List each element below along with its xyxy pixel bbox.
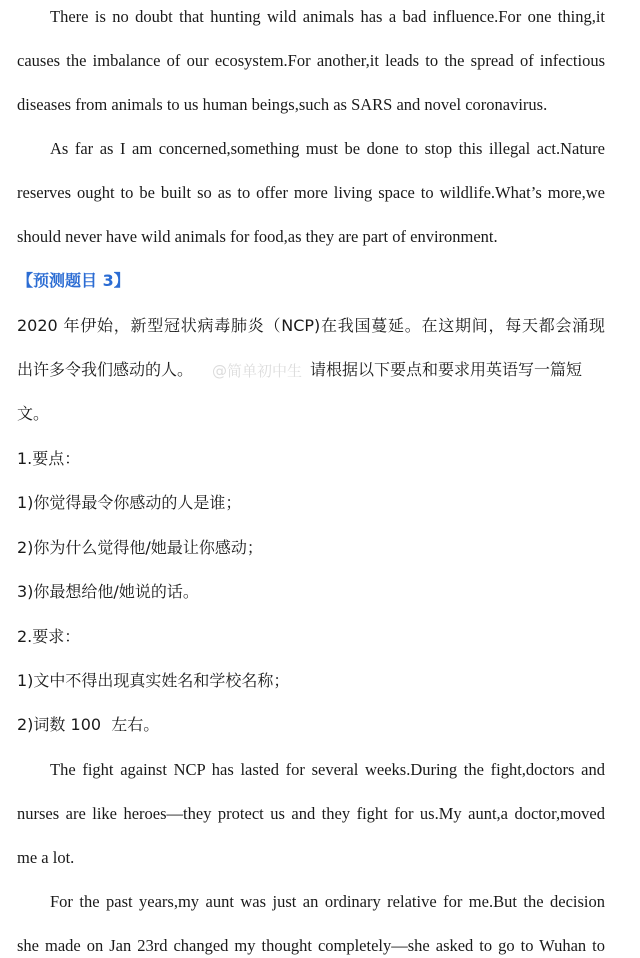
section-heading: 【预测题目 3】 xyxy=(17,271,130,290)
watermark: @简单初中生 xyxy=(212,362,303,380)
essay-paragraph-2-line-1: For the past years,my aunt was just an ordinary relative for me.But the decision xyxy=(50,892,605,911)
paragraph-1-line-3: diseases from animals to us human beings,such as SARS and novel coronavirus. xyxy=(17,95,548,114)
prompt-line-3: 文。 xyxy=(17,404,50,423)
points-item-1: 1)你觉得最令你感动的人是谁； xyxy=(17,493,242,512)
paragraph-1-line-2: causes the imbalance of our ecosystem.For another,it leads to the spread of infectious xyxy=(17,51,605,70)
requirements-item-2: 2)词数 100 左右。 xyxy=(17,715,160,734)
paragraph-1-line-1: There is no doubt that hunting wild animals has a bad influence.For one thing,it xyxy=(50,7,605,26)
essay-paragraph-1-line-3: me a lot. xyxy=(17,848,75,867)
points-title: 1.要点： xyxy=(17,449,81,468)
points-item-2: 2)你为什么觉得他/她最让你感动； xyxy=(17,538,263,557)
paragraph-2-line-3: should never have wild animals for food,as they are part of environment. xyxy=(17,227,498,246)
essay-paragraph-1-line-2: nurses are like heroes—they protect us and they fight for us.My aunt,a doctor,moved xyxy=(17,804,605,823)
prompt-line-1: 2020 年伊始，新型冠状病毒肺炎（NCP)在我国蔓延。在这期间，每天都会涌现 xyxy=(17,316,605,335)
paragraph-2-line-2: reserves ought to be built so as to offer more living space to wildlife.What’s more,we xyxy=(17,183,605,202)
requirements-item-1: 1)文中不得出现真实姓名和学校名称； xyxy=(17,671,290,690)
points-item-3: 3)你最想给他/她说的话。 xyxy=(17,582,199,601)
requirements-title: 2.要求： xyxy=(17,627,81,646)
paragraph-2-line-1: As far as I am concerned,something must be done to stop this illegal act.Nature xyxy=(50,139,605,158)
essay-paragraph-2-line-2: she made on Jan 23rd changed my thought completely—she asked to go to Wuhan to xyxy=(17,936,605,955)
prompt-line-2b: 请根据以下要点和要求用英语写一篇短 xyxy=(310,360,583,379)
essay-paragraph-1-line-1: The fight against NCP has lasted for several weeks.During the fight,doctors and xyxy=(50,760,605,779)
prompt-line-2a: 出许多令我们感动的人。 xyxy=(17,360,194,379)
